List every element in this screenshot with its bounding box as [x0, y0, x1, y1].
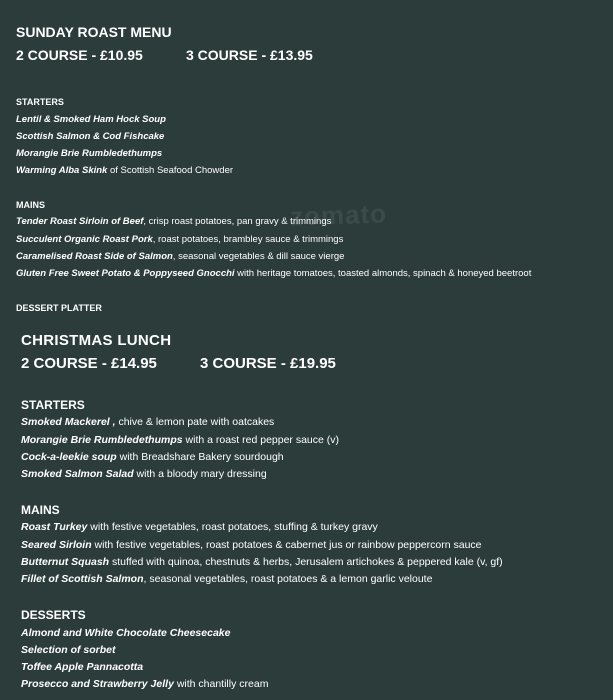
christmas-main-item [21, 521, 378, 533]
christmas-main-item [21, 573, 432, 585]
christmas-price-2-course: 2 COURSE - £14.95 [21, 355, 157, 372]
christmas-dessert-item [21, 678, 268, 690]
item-name: Toffee Apple Pannacotta [21, 661, 144, 673]
sunday-price-3-course: 3 COURSE - £13.95 [186, 47, 313, 63]
item-desc: , seasonal vegetables, roast potatoes & a lemon garlic veloute [143, 573, 433, 585]
item-name: Fillet of Scottish Salmon [21, 573, 144, 585]
christmas-menu-title: CHRISTMAS LUNCH [21, 332, 172, 349]
sunday-main-item [16, 234, 343, 245]
item-desc: with festive vegetables, roast potatoes & cabernet jus or rainbow peppercorn sauce [91, 539, 482, 551]
item-name: Almond and White Chocolate Cheesecake [21, 627, 231, 639]
item-name: Lentil & Smoked Ham Hock Soup [16, 114, 166, 125]
sunday-starters-heading: STARTERS [16, 97, 64, 107]
item-name: Morangie Brie Rumbledethumps [16, 148, 163, 159]
item-name: Tender Roast Sirloin of Beef [16, 216, 144, 227]
christmas-starters-heading: STARTERS [21, 398, 85, 412]
sunday-starter-item [16, 131, 164, 142]
item-desc: with chantilly cream [173, 678, 269, 690]
sunday-mains-heading: MAINS [16, 200, 45, 210]
sunday-menu-title: SUNDAY ROAST MENU [16, 24, 172, 40]
item-desc: , roast potatoes, brambley sauce & trimmings [152, 234, 344, 245]
christmas-dessert-item [21, 627, 230, 639]
item-name: Gluten Free Sweet Potato & Poppyseed Gnocchi [16, 268, 235, 279]
item-name: Prosecco and Strawberry Jelly [21, 678, 174, 690]
christmas-starter-item [21, 434, 339, 446]
christmas-starter-item [21, 416, 274, 428]
item-name: Smoked Mackerel , [21, 416, 116, 428]
sunday-starter-item [16, 148, 162, 159]
christmas-main-item [21, 539, 482, 551]
item-desc: chive & lemon pate with oatcakes [115, 416, 275, 428]
christmas-mains-heading: MAINS [21, 503, 60, 517]
item-desc: with festive vegetables, roast potatoes, stuffing & turkey gravy [87, 521, 378, 533]
item-name: Caramelised Roast Side of Salmon [16, 251, 173, 262]
item-name: Selection of sorbet [21, 644, 116, 656]
item-desc: stuffed with quinoa, chestnuts & herbs, Jerusalem artichokes & peppered kale (v, gf) [109, 556, 503, 568]
item-name: Cock-a-leekie soup [21, 451, 117, 463]
christmas-dessert-item [21, 661, 143, 673]
sunday-starter-item [16, 165, 233, 176]
christmas-starter-item [21, 468, 267, 480]
sunday-price-2-course: 2 COURSE - £10.95 [16, 47, 143, 63]
item-name: Smoked Salmon Salad [21, 468, 134, 480]
christmas-starter-item [21, 451, 284, 463]
watermark-logo: zomato [289, 198, 388, 232]
sunday-main-item [16, 251, 344, 262]
item-name: Succulent Organic Roast Pork [16, 234, 153, 245]
item-desc: with heritage tomatoes, toasted almonds, spinach & honeyed beetroot [234, 268, 532, 279]
christmas-dessert-item [21, 644, 116, 656]
item-desc: of Scottish Seafood Chowder [107, 165, 234, 176]
sunday-dessert-heading: DESSERT PLATTER [16, 303, 102, 313]
sunday-starter-item [16, 114, 166, 125]
item-name: Morangie Brie Rumbledethumps [21, 434, 183, 446]
christmas-desserts-heading: DESSERTS [21, 608, 86, 622]
christmas-price-3-course: 3 COURSE - £19.95 [200, 355, 336, 372]
christmas-main-item [21, 556, 503, 568]
item-name: Scottish Salmon & Cod Fishcake [16, 131, 165, 142]
item-desc: with a bloody mary dressing [133, 468, 267, 480]
item-desc: , crisp roast potatoes, pan gravy & trimmings [143, 216, 332, 227]
item-desc: with a roast red pepper sauce (v) [182, 434, 340, 446]
sunday-main-item [16, 268, 531, 279]
item-name: Roast Turkey [21, 521, 88, 533]
item-desc: , seasonal vegetables & dill sauce vierge [172, 251, 345, 262]
item-desc: with Breadshare Bakery sourdough [116, 451, 284, 463]
item-name: Butternut Squash [21, 556, 110, 568]
item-name: Warming Alba Skink [16, 165, 108, 176]
item-name: Seared Sirloin [21, 539, 92, 551]
sunday-main-item [16, 216, 331, 227]
